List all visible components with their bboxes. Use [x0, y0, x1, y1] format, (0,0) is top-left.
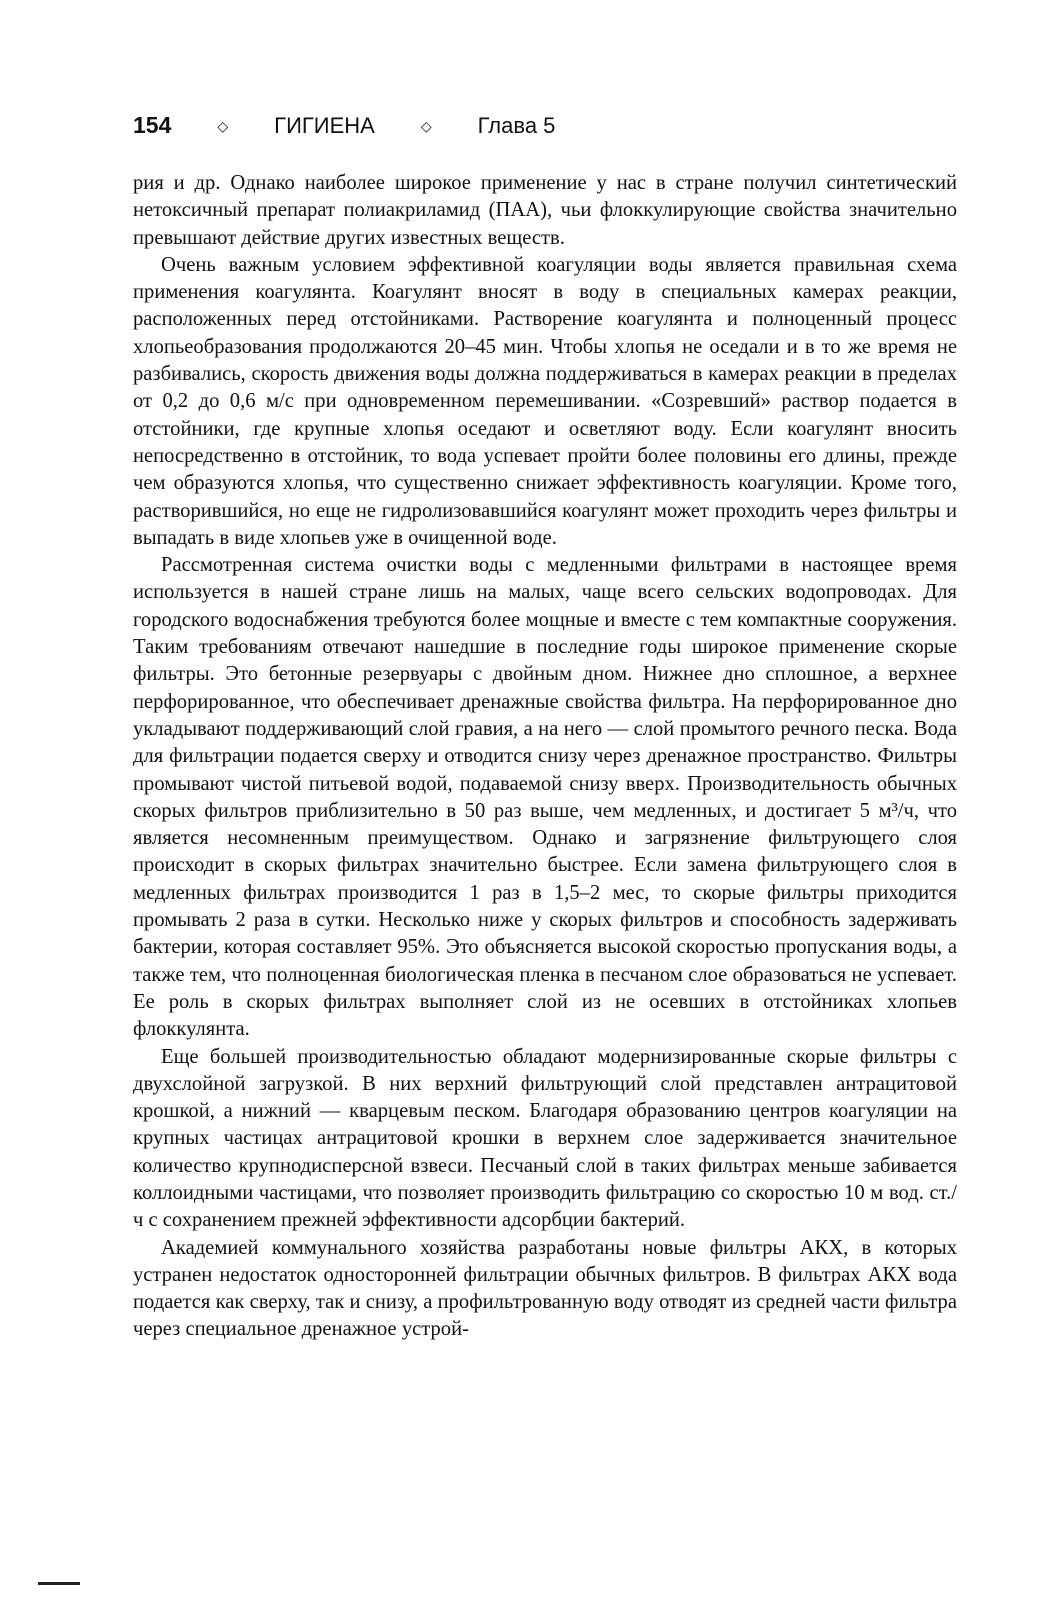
diamond-separator-icon: ◇ [217, 118, 229, 134]
paragraph-coagulation: Очень важным условием эффективной коагуляции воды является правильная схема применения коагулянта. Коагулянт вносят в воду в специальных камерах реакции, расположенных перед отстойниками. Растворение коагулянта и полноценный процесс хлопьеобразования продолжаются 20–45 мин. Чтобы хлопья не оседали и в то же время не разбивались, скорость движения воды должна поддерживаться в камерах реакции в пределах от 0,2 до 0,6 м/с при одновременном перемешивании. «Созревший» раствор подается в отстойники, где крупные хлопья оседают и осветляют воду. Если коагулянт вносить непосредственно в отстойник, то вода успевает пройти более половины его длины, прежде чем образуются хлопья, что существенно снижает эффективность коагуляции. Кроме того, растворившийся, но еще не гидролизовавшийся коагулянт может проходить через фильтры и выпадать в виде хлопьев уже в очищенной воде. [133, 253, 957, 549]
book-title: ГИГИЕНА [274, 113, 375, 138]
running-header [133, 112, 957, 152]
page-number: 154 [133, 112, 172, 138]
book-page [133, 112, 957, 1344]
body-text [133, 170, 957, 1344]
paragraph-rapid-filters: Рассмотренная система очистки воды с медленными фильтрами в настоящее время используется в нашей стране лишь на малых, чаще всего сельских водопроводах. Для городского водоснабжения требуются более мощные и вместе с тем компактные сооружения. Таким требованиям отвечают нашедшие в последние годы широкое применение скорые фильтры. Это бетонные резервуары с двойным дном. Нижнее дно сплошное, а верхнее перфорированное, что обеспечивает дренажные свойства фильтра. На перфорированное дно укладывают поддерживающий слой гравия, а на него — слой промытого речного песка. Вода для фильтрации подается сверху и отводится снизу через дренажное пространство. Фильтры промывают чистой питьевой водой, подаваемой снизу вверх. Производительность обычных скорых фильтров приблизительно в 50 раз выше, чем медленных, и достигает 5 м³/ч, что является несомненным преимуществом. Однако и загрязнение фильтрующего слоя происходит в скорых фильтрах значительно быстрее. Если замена фильтрующего слоя в медленных фильтрах производится 1 раз в 1,5–2 мес, то скорые фильтры приходится промывать 2 раза в сутки. Несколько ниже у скорых фильтров и способность задерживать бактерии, которая составляет 95%. Это объясняется высокой скоростью пропускания воды, а также тем, что полноценная биологическая пленка в песчаном слое образоваться не успевает. Ее роль в скорых фильтрах выполняет слой из не осевших в отстойниках хлопьев флоккулянта. [133, 554, 957, 1041]
paragraph-continuation: рия и др. Однако наиболее широкое применение у нас в стране получил синтетический нетоксичный препарат полиакриламид (ПАА), чьи флоккулирующие свойства значительно превышают действие других известных веществ. [133, 172, 957, 249]
paragraph-akh-filters: Академией коммунального хозяйства разработаны новые фильтры АКХ, в которых устранен недостаток односторонней фильтрации обычных фильтров. В фильтрах АКХ вода подается как сверху, так и снизу, а профильтрованную воду отводят из средней части фильтра через специальное дренажное устрой- [133, 1236, 957, 1341]
scan-corner-mark [38, 1582, 80, 1585]
diamond-separator-icon: ◇ [420, 118, 432, 134]
paragraph-two-layer-filters: Еще большей производительностью обладают модернизированные скорые фильтры с двухслойной загрузкой. В них верхний фильтрующий слой представлен антрацитовой крошкой, а нижний — кварцевым песком. Благодаря образованию центров коагуляции на крупных частицах антрацитовой крошки в верхнем слое задерживается значительное количество крупнодисперсной взвеси. Песчаный слой в таких фильтрах меньше забивается коллоидными частицами, что позволяет производить фильтрацию со скоростью 10 м вод. ст./ч с сохранением прежней эффективности адсорбции бактерий. [133, 1045, 957, 1232]
chapter-label: Глава 5 [477, 113, 556, 138]
